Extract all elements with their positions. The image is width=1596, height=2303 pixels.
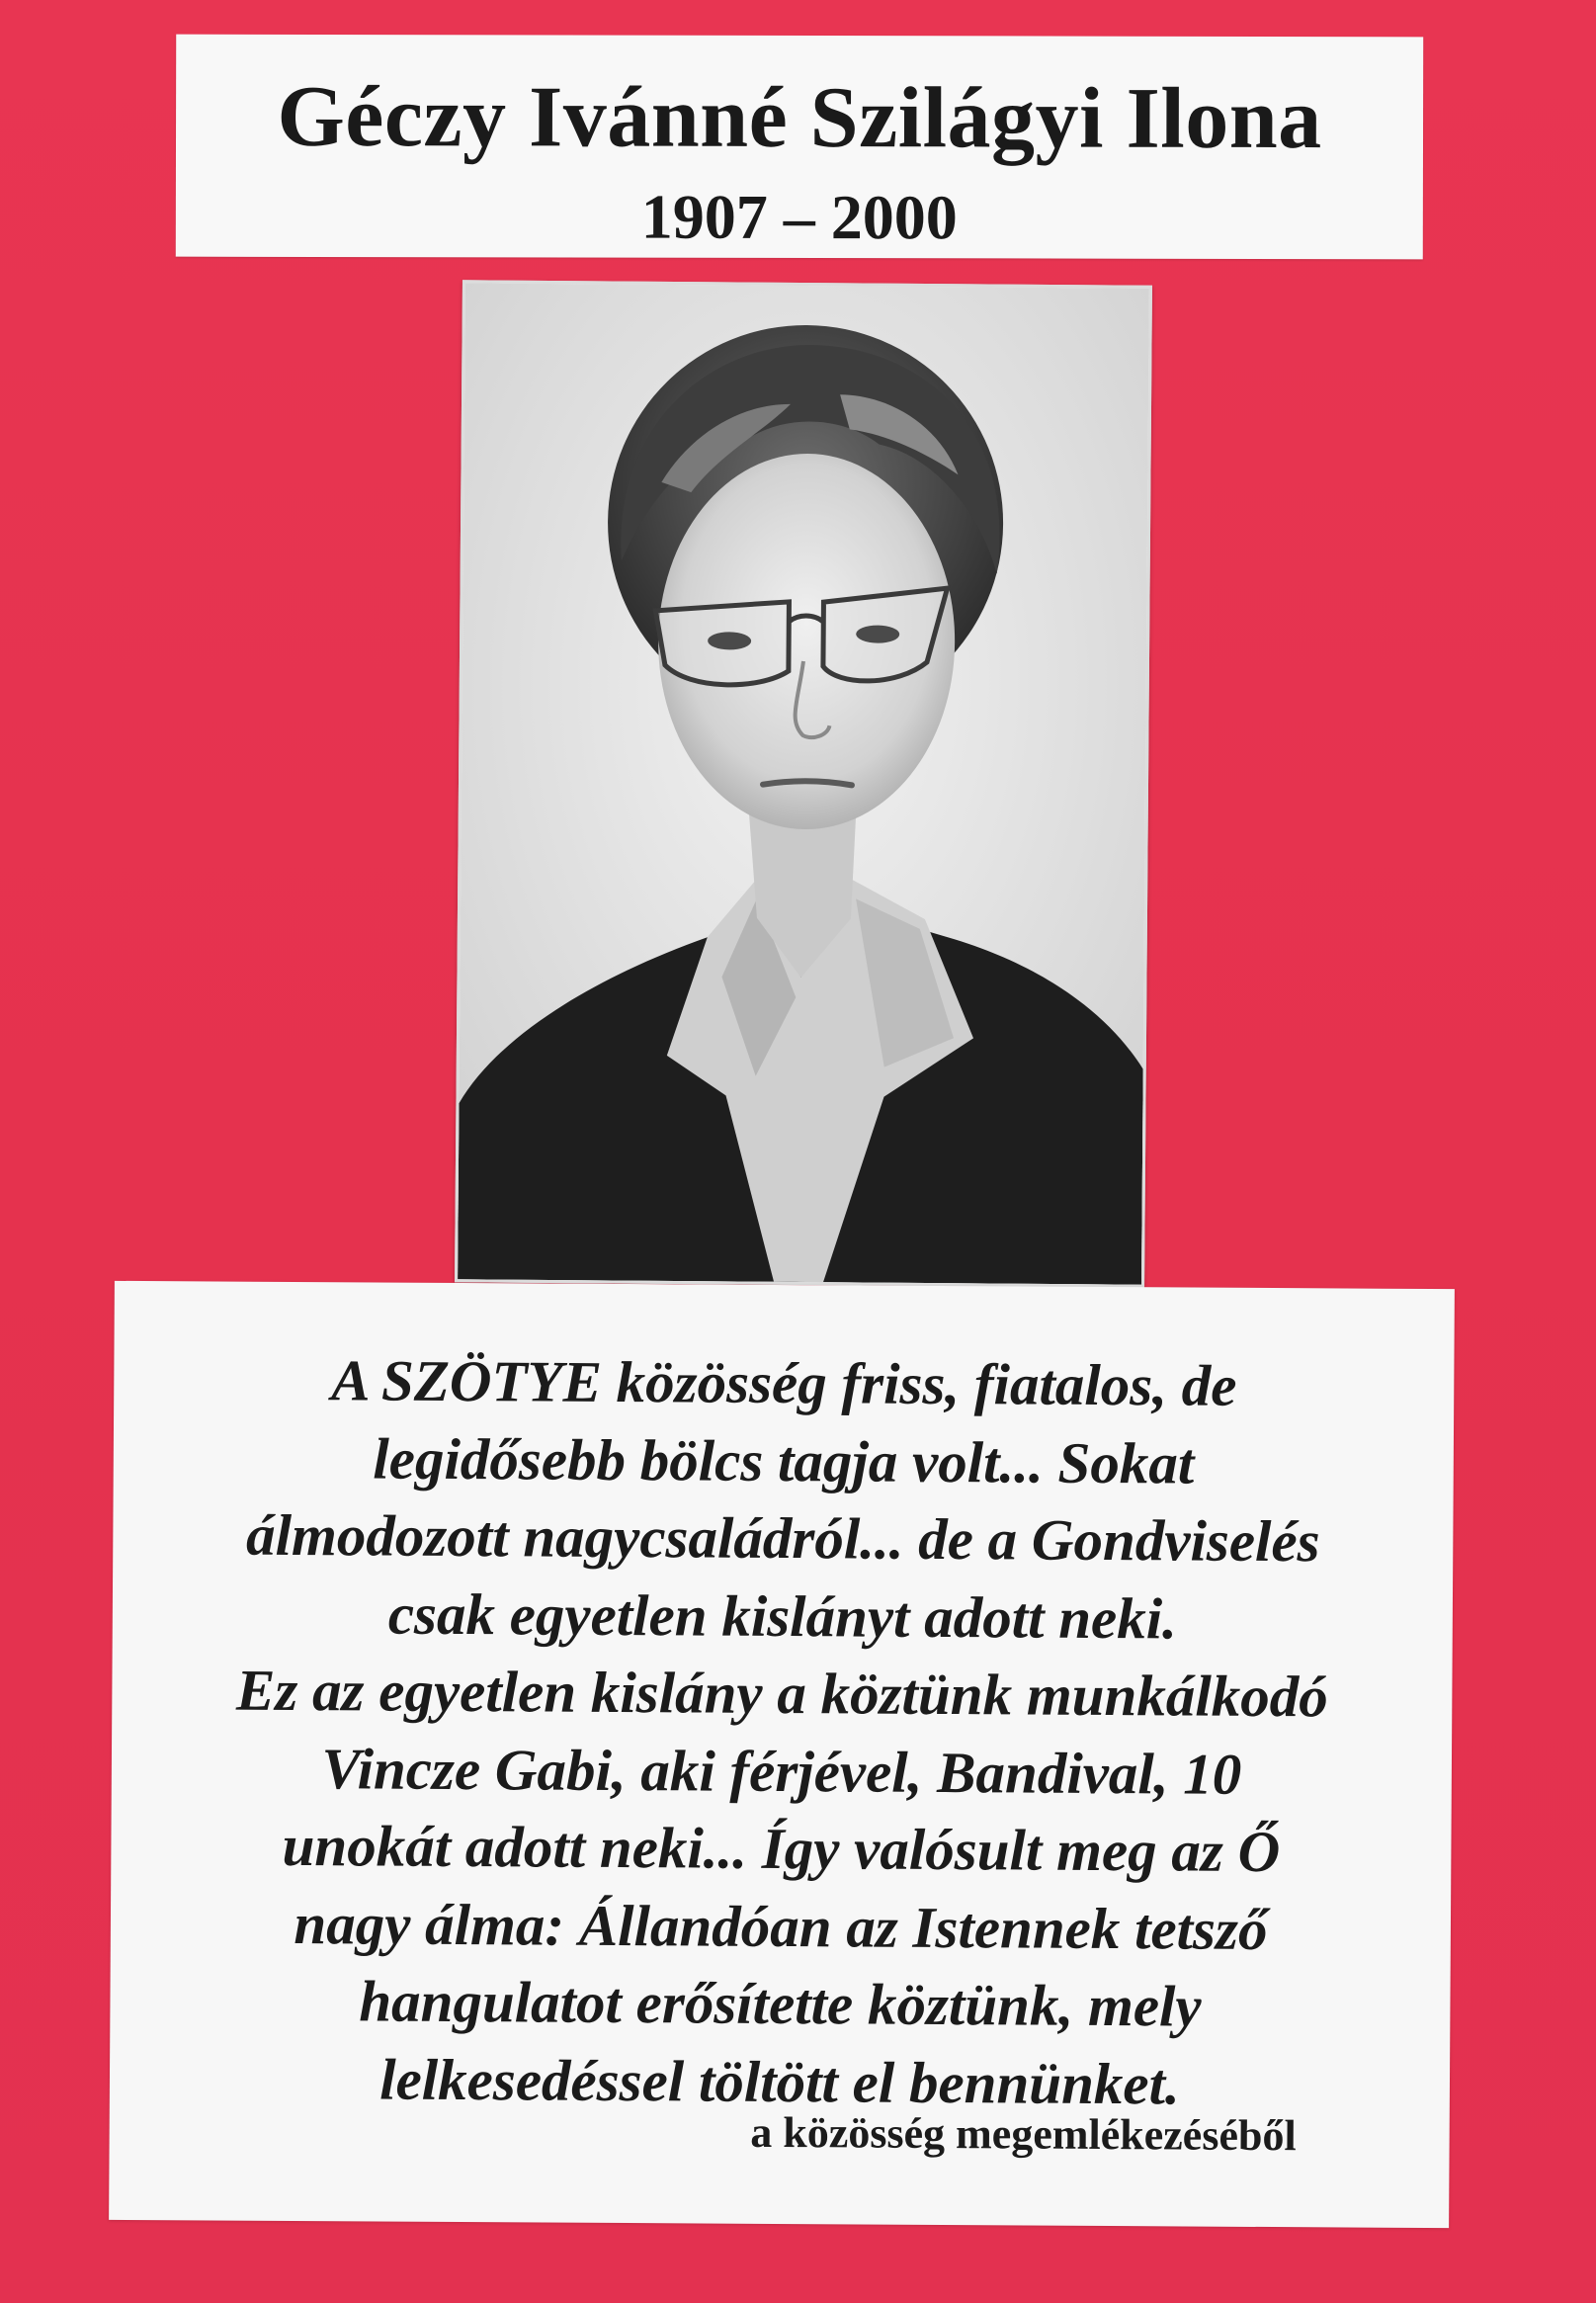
tribute-line: Ez az egyetlen kislány a köztünk munkálkodó (235, 1657, 1328, 1730)
tribute-line: Vincze Gabi, aki férjével, Bandival, 10 (321, 1735, 1242, 1807)
tribute-line: A SZÖTYE közösség friss, fiatalos, de (330, 1347, 1237, 1418)
portrait-photo-icon (455, 280, 1152, 1287)
tribute-source: a közösség megemlékezéséből (750, 2107, 1297, 2161)
tribute-line: hangulatot erősítette köztünk, mely (359, 1968, 1202, 2039)
life-years: 1907 – 2000 (640, 181, 958, 253)
tribute-line: lelkesedéssel töltött el bennünket. (379, 2046, 1180, 2116)
tribute-line: unokát adott neki... Így valósult meg az Ő (282, 1812, 1281, 1885)
tribute-line: álmodozott nagycsaládról... de a Gondviselés (245, 1501, 1320, 1575)
tribute-card (109, 1281, 1455, 2228)
tribute-line: csak egyetlen kislányt adott neki. (387, 1580, 1178, 1651)
tribute-line: legidősebb bölcs tagja volt... Sokat (373, 1424, 1195, 1496)
person-name: Géczy Ivánné Szilágyi Ilona (277, 68, 1322, 168)
title-card (176, 35, 1423, 260)
tribute-text (149, 1340, 1415, 2124)
tribute-line: nagy álma: Állandóan az Istennek tetsző (294, 1890, 1268, 1962)
